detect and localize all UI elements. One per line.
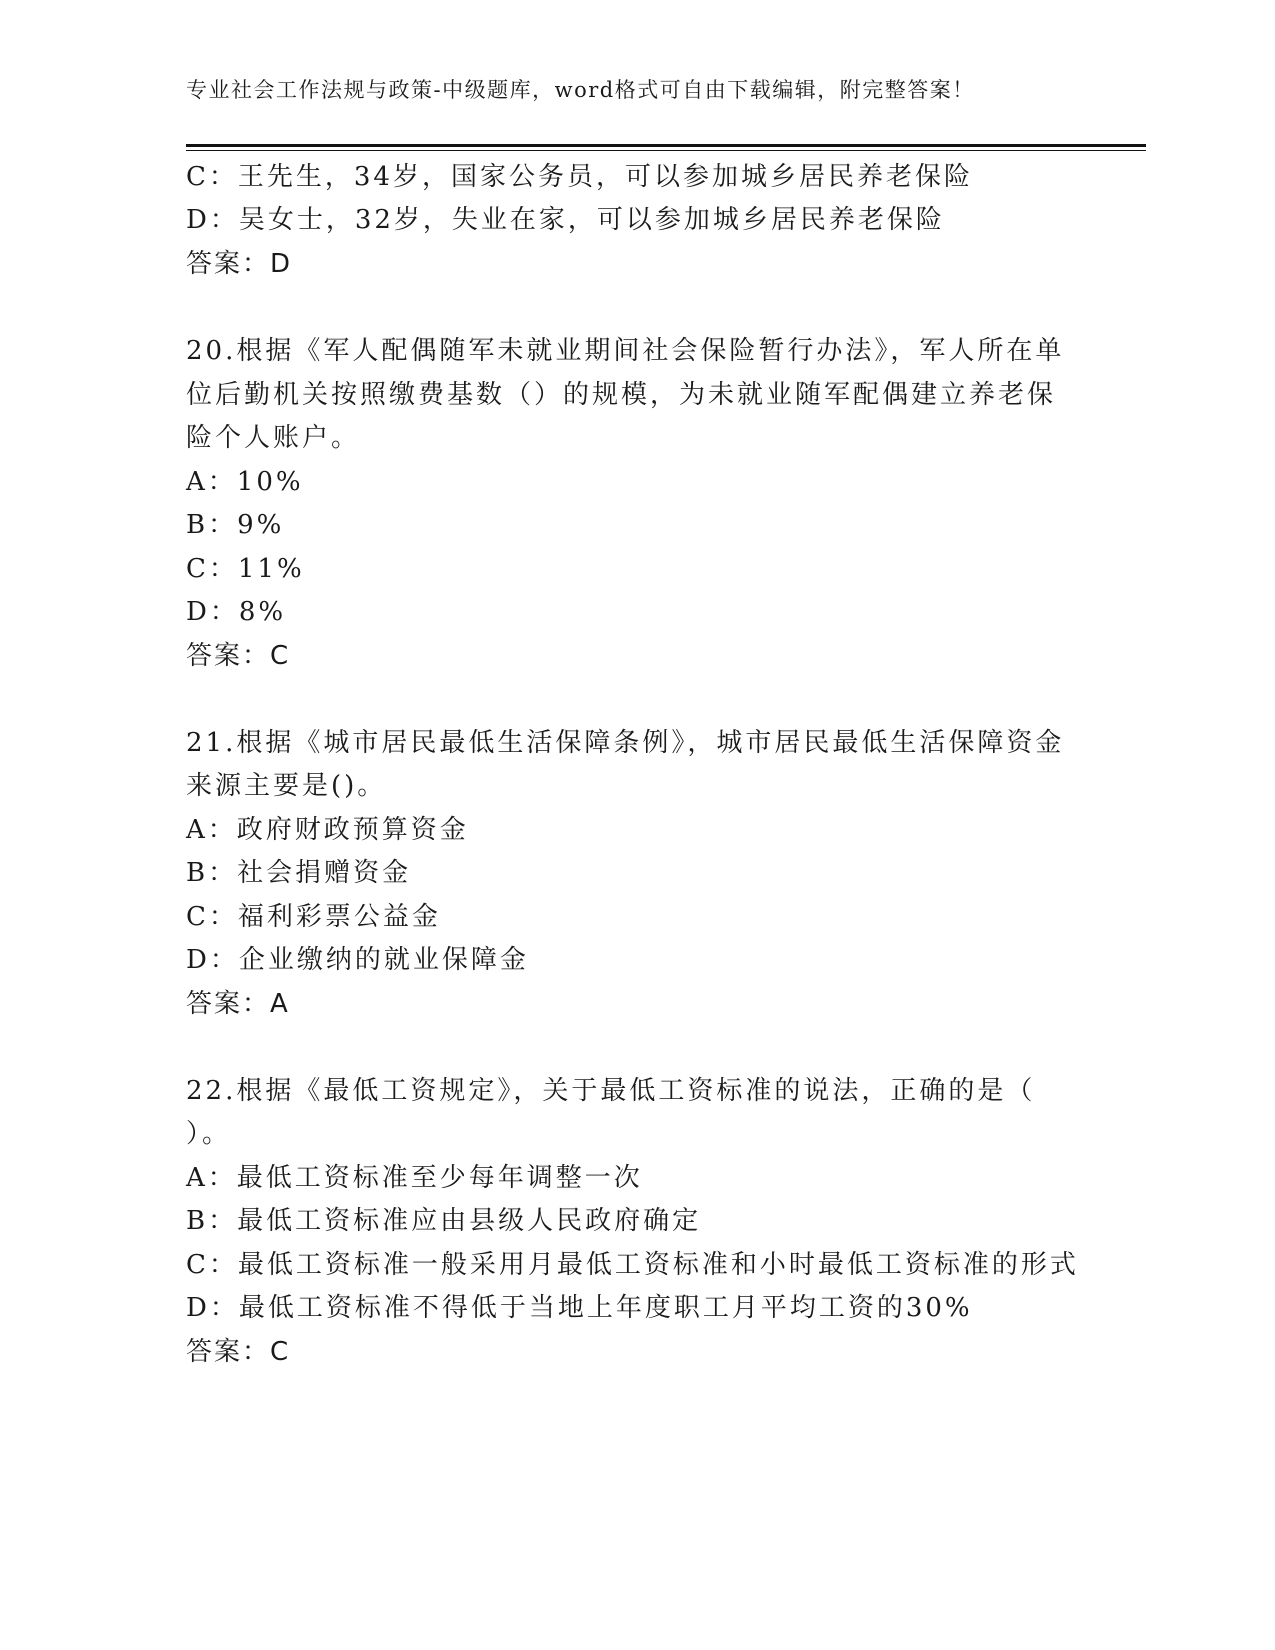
q21-answer: 答案：A (186, 989, 290, 1019)
q21-stem-line: 来源主要是()。 (186, 771, 387, 801)
q20-option-b: B：9% (186, 510, 285, 540)
page-header: 专业社会工作法规与政策-中级题库，word格式可自由下载编辑，附完整答案！ (186, 78, 975, 102)
q19-option-c: C：王先生，34岁，国家公务员，可以参加城乡居民养老保险 (186, 162, 973, 192)
q22-option-c: C：最低工资标准一般采用月最低工资标准和小时最低工资标准的形式 (186, 1250, 1079, 1280)
header-rule-thin (186, 150, 1146, 151)
q19-option-d: D：吴女士，32岁，失业在家，可以参加城乡居民养老保险 (186, 205, 945, 235)
q21-option-d: D：企业缴纳的就业保障金 (186, 945, 529, 975)
q20-option-a: A：10% (186, 467, 304, 497)
q20-stem-line: 20.根据《军人配偶随军未就业期间社会保险暂行办法》，军人所在单 (186, 336, 1065, 366)
q20-stem-line: 位后勤机关按照缴费基数（）的规模，为未就业随军配偶建立养老保 (186, 380, 1057, 410)
q20-option-d: D：8% (186, 597, 287, 627)
q22-option-b: B：最低工资标准应由县级人民政府确定 (186, 1206, 702, 1236)
q19-answer: 答案：D (186, 249, 293, 279)
q20-option-c: C：11% (186, 554, 305, 584)
header-rule-thick (186, 144, 1146, 147)
q22-stem-line: ）。 (186, 1119, 232, 1149)
q20-stem-line: 险个人账户。 (186, 423, 361, 453)
q21-option-a: A：政府财政预算资金 (186, 815, 469, 845)
q22-option-a: A：最低工资标准至少每年调整一次 (186, 1163, 643, 1193)
q20-answer: 答案：C (186, 641, 291, 671)
q21-stem-line: 21.根据《城市居民最低生活保障条例》，城市居民最低生活保障资金 (186, 728, 1065, 758)
q22-option-d: D：最低工资标准不得低于当地上年度职工月平均工资的30% (186, 1293, 973, 1323)
q21-option-b: B：社会捐赠资金 (186, 858, 412, 888)
q22-stem-line: 22.根据《最低工资规定》，关于最低工资标准的说法，正确的是（ (186, 1076, 1036, 1106)
q22-answer: 答案：C (186, 1337, 291, 1367)
q21-option-c: C：福利彩票公益金 (186, 902, 441, 932)
